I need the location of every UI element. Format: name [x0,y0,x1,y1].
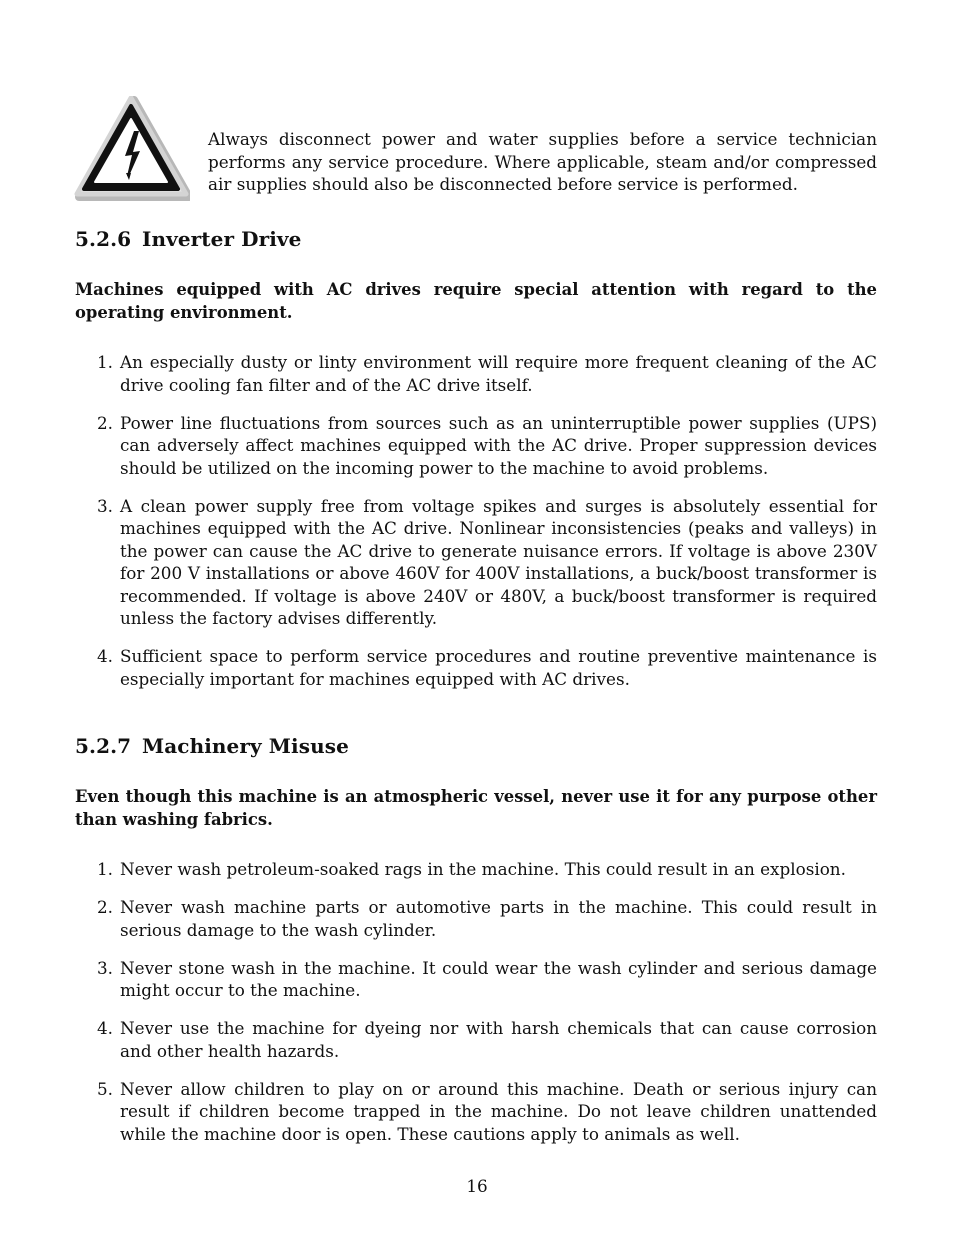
section-number: 5.2.7 [75,734,132,758]
list-item-text: Power line fluctuations from sources such as an uninterruptible power supplies (UPS) can adversely affect machines equipped with the AC drive. Proper suppression devices should be utilized on the incoming power to the machine to avoid problems. [120,412,877,478]
list-marker: 3. [97,957,114,978]
section-lead: Even though this machine is an atmospheric vessel, never use it for any purpose other than washing fabrics. [75,787,877,829]
section-heading [75,226,877,252]
section-title: Inverter Drive [142,227,302,251]
list-marker: 1. [97,859,114,879]
list-marker: 4. [97,1018,114,1038]
page-number: 16 [466,1176,488,1196]
section-heading [75,733,877,759]
list-item-text: A clean power supply free from voltage spikes and surges is absolutely essential for machines equipped with the AC drive. Nonlinear inconsistencies (peaks and valleys) in the power can cause the AC drive to generate nuisance errors. If voltage is above 230V for 200 V installations or above 460V for 400V installations, a buck/boost transformer is recommended. If voltage is above 240V or 480V, a buck/boost transformer is required unless the factory advises differently. [120,495,877,628]
list-item [75,495,877,630]
list-marker: 2. [97,897,114,917]
list-item [75,412,877,480]
list-item-text: Never wash petroleum-soaked rags in the machine. This could result in an explosion. [120,859,846,879]
list-item-text: An especially dusty or linty environment will require more frequent cleaning of the AC drive cooling fan filter and of the AC drive itself. [120,352,877,395]
numbered-list [75,351,877,690]
electrical-warning-notice [74,96,877,202]
numbered-list [75,858,877,1145]
section-number: 5.2.6 [75,227,132,251]
warning-text: Always disconnect power and water supplies before a service technician performs any service procedure. Where applicable, steam and/or compressed air supplies should also be disconnected before service is performed. [208,129,877,194]
section-inverter-drive [75,226,877,690]
list-item [75,858,877,881]
list-marker: 5. [97,1078,114,1099]
list-item-text: Sufficient space to perform service procedures and routine preventive maintenance is especially important for machines equipped with AC drives. [120,646,877,689]
list-marker: 2. [97,412,114,433]
list-marker: 4. [97,646,114,666]
list-item-text: Never use the machine for dyeing nor with harsh chemicals that can cause corrosion and other health hazards. [120,1018,877,1061]
section-machinery-misuse [75,733,877,1145]
list-item-text: Never wash machine parts or automotive parts in the machine. This could result in serious damage to the wash cylinder. [120,897,877,940]
section-lead: Machines equipped with AC drives require special attention with regard to the operating environment. [75,280,877,322]
list-item-text: Never stone wash in the machine. It could wear the wash cylinder and serious damage might occur to the machine. [120,957,877,1000]
list-marker: 3. [97,495,114,516]
section-title: Machinery Misuse [142,734,349,758]
list-item [75,896,877,941]
list-item [75,1078,877,1146]
list-marker: 1. [97,352,114,372]
list-item [75,351,877,396]
list-item [75,1017,877,1062]
list-item [75,645,877,690]
high-voltage-warning-icon [74,96,190,202]
list-item-text: Never allow children to play on or around this machine. Death or serious injury can result if children become trapped in the machine. Do not leave children unattended while the machine door is open. These cautions apply to animals as well. [120,1078,877,1144]
list-item [75,957,877,1002]
